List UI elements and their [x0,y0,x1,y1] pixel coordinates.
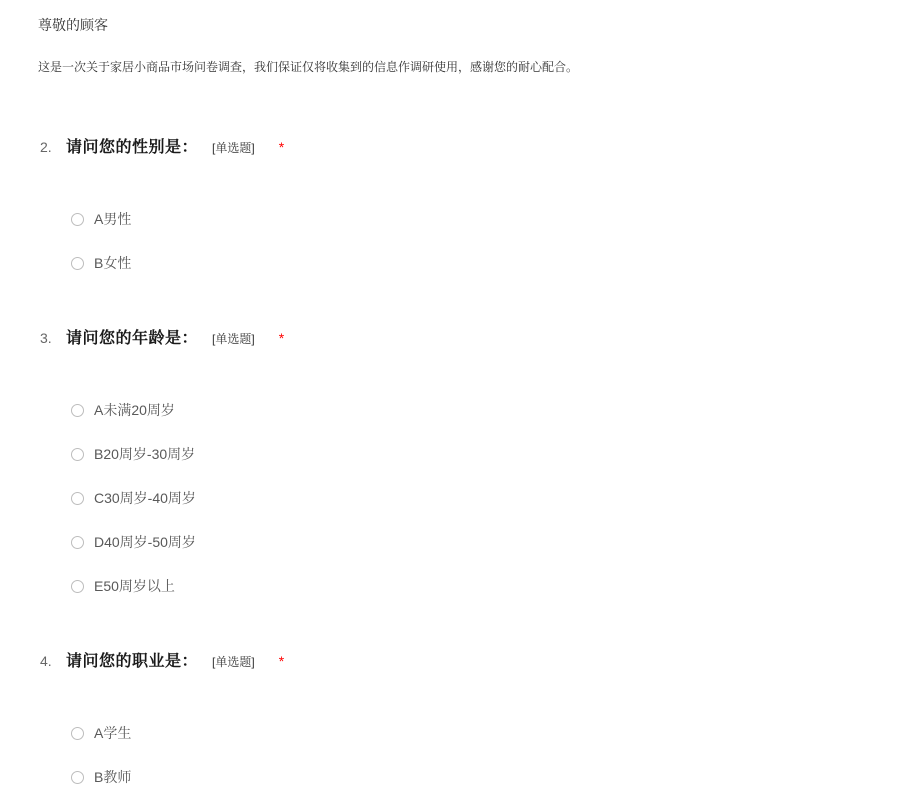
option-label: B女性 [94,255,132,271]
radio-icon[interactable] [71,448,84,461]
page-title: 尊敬的顾客 [38,17,108,33]
option-age-20-30[interactable] [38,446,900,463]
radio-icon[interactable] [71,580,84,593]
required-asterisk: * [278,330,285,346]
option-label: A学生 [94,725,132,741]
question-header [38,330,900,348]
question-number: 3. [40,330,52,346]
question-number: 4. [40,653,52,669]
radio-icon[interactable] [71,257,84,270]
option-student[interactable] [38,725,900,742]
question-gender [38,139,900,272]
question-title: 请问您的年龄是： [66,330,199,347]
option-male[interactable] [38,211,900,228]
option-label: E50周岁以上 [94,578,175,594]
radio-icon[interactable] [71,771,84,784]
radio-icon[interactable] [71,404,84,417]
required-asterisk: * [278,139,285,155]
options-list [38,402,900,595]
option-age-under20[interactable] [38,402,900,419]
option-label: B20周岁-30周岁 [94,446,196,462]
option-label: A男性 [94,211,132,227]
option-age-40-50[interactable] [38,534,900,551]
option-age-over50[interactable] [38,578,900,595]
question-occupation [38,653,900,800]
option-female[interactable] [38,255,900,272]
radio-icon[interactable] [71,492,84,505]
question-number: 2. [40,139,52,155]
question-type-tag: [单选题] [212,655,255,669]
question-title: 请问您的职业是： [66,653,199,670]
radio-icon[interactable] [71,213,84,226]
question-type-tag: [单选题] [212,141,255,155]
question-type-tag: [单选题] [212,332,255,346]
required-asterisk: * [278,653,285,669]
option-label: B教师 [94,769,132,785]
question-title: 请问您的性别是： [66,139,199,156]
option-age-30-40[interactable] [38,490,900,507]
question-header [38,653,900,671]
option-teacher[interactable] [38,769,900,786]
radio-icon[interactable] [71,727,84,740]
option-label: A未满20周岁 [94,402,175,418]
options-list [38,211,900,272]
radio-icon[interactable] [71,536,84,549]
question-header [38,139,900,157]
option-label: D40周岁-50周岁 [94,534,196,550]
question-age [38,330,900,595]
option-label: C30周岁-40周岁 [94,490,196,506]
options-list [38,725,900,800]
survey-description: 这是一次关于家居小商品市场问卷调查，我们保证仅将收集到的信息作调研使用，感谢您的耐心配合。 [38,60,579,74]
